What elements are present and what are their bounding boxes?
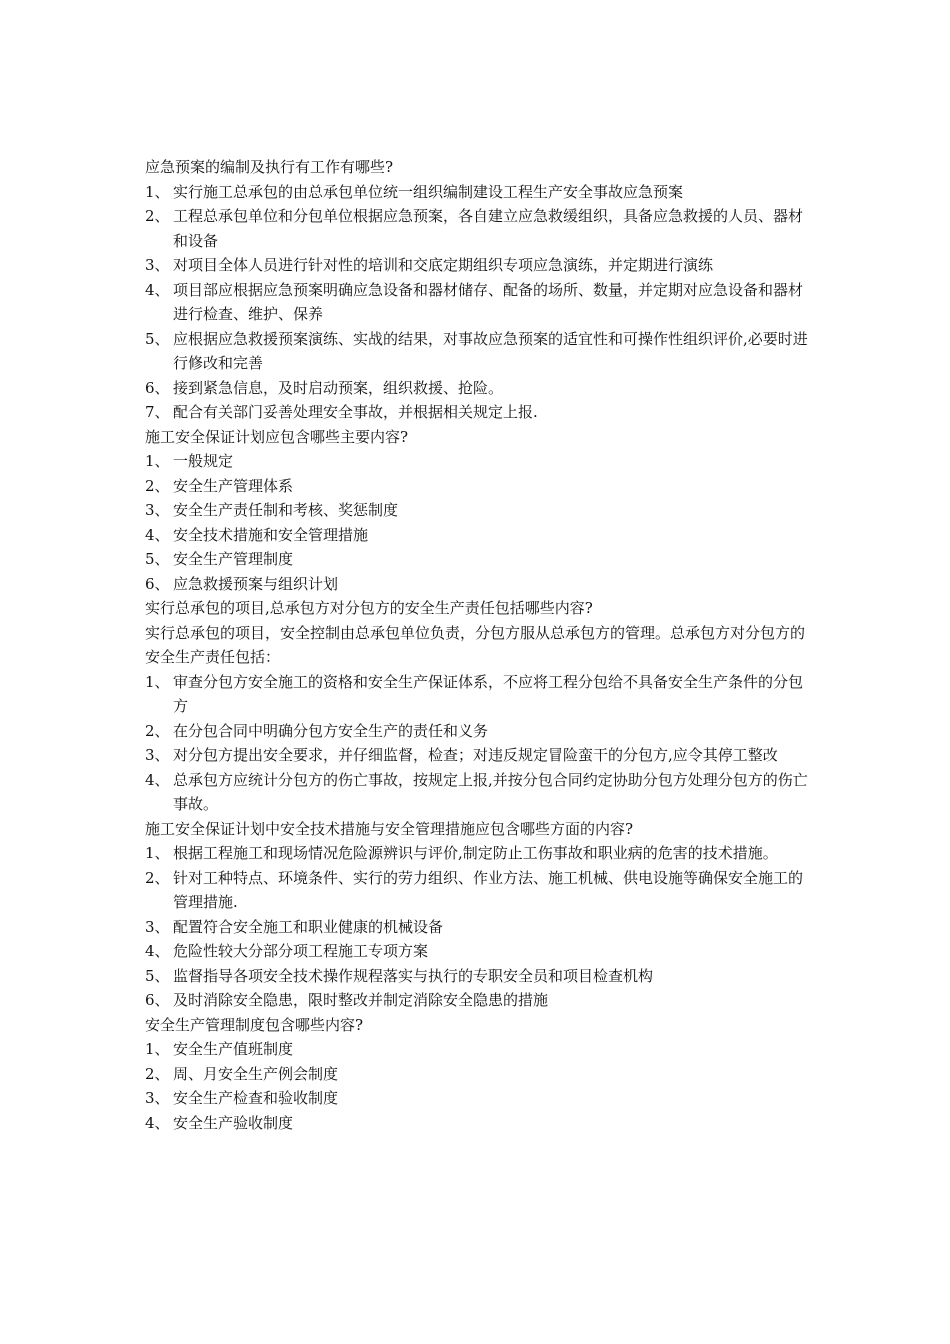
- list-item: [145, 449, 815, 474]
- list-item-number: 2、: [145, 476, 170, 495]
- list-item-number: 6、: [145, 991, 170, 1009]
- list-item-text: 监督指导各项安全技术操作规程落实与执行的专职安全员和项目检查机构: [173, 966, 654, 985]
- section-question: 应急预案的编制及执行有工作有哪些?: [145, 158, 394, 176]
- list-item: [145, 547, 815, 572]
- list-item: [145, 743, 815, 768]
- list-item: [145, 1062, 815, 1087]
- list-item-text: 根据工程施工和现场情况危险源辨识与评价,制定防止工伤事故和职业病的危害的技术措施。: [173, 844, 778, 862]
- list-item: [145, 988, 815, 1013]
- list-item-text: 实行施工总承包的由总承包单位统一组织编制建设工程生产安全事故应急预案: [173, 182, 684, 201]
- list-item-text: 安全生产验收制度: [173, 1113, 294, 1132]
- list-item-text: 总承包方应统计分包方的伤亡事故，按规定上报,并按分包合同约定协助分包方处理分包方的伤亡事故。: [173, 770, 808, 813]
- qa-section: [145, 817, 815, 1013]
- list-item-text: 及时消除安全隐患，限时整改并制定消除安全隐患的措施: [173, 991, 549, 1009]
- list-item-text: 在分包合同中明确分包方安全生产的责任和义务: [173, 721, 489, 740]
- list-item: [145, 523, 815, 548]
- list-item: [145, 841, 815, 866]
- list-item-text: 接到紧急信息，及时启动预案，组织救援、抢险。: [173, 378, 504, 397]
- list-item-number: 1、: [145, 844, 170, 862]
- list-item-number: 5、: [145, 329, 170, 348]
- list-item: [145, 474, 815, 499]
- list-item: [145, 1037, 815, 1062]
- list-item-number: 2、: [145, 1064, 170, 1083]
- list-item-text: 安全生产管理体系: [173, 476, 294, 495]
- section-question: 施工安全保证计划应包含哪些主要内容?: [145, 427, 409, 446]
- list-item-number: 4、: [145, 770, 170, 789]
- list-item-number: 4、: [145, 1113, 170, 1132]
- list-item-number: 2、: [145, 868, 170, 887]
- list-item-number: 4、: [145, 942, 170, 960]
- section-question: 安全生产管理制度包含哪些内容?: [145, 1015, 364, 1034]
- section-question: 施工安全保证计划中安全技术措施与安全管理措施应包含哪些方面的内容?: [145, 819, 634, 838]
- list-item-number: 6、: [145, 378, 170, 397]
- list-item: [145, 719, 815, 744]
- list-item: [145, 866, 815, 915]
- list-item: [145, 498, 815, 523]
- list-item-text: 一般规定: [173, 452, 234, 470]
- qa-section: [145, 155, 815, 425]
- list-item-text: 安全生产检查和验收制度: [173, 1089, 339, 1107]
- list-item-text: 安全生产管理制度: [173, 550, 294, 568]
- list-item-text: 危险性较大分部分项工程施工专项方案: [173, 942, 429, 960]
- section-question: 实行总承包的项目,总承包方对分包方的安全生产责任包括哪些内容?: [145, 599, 593, 617]
- list-item: [145, 1111, 815, 1136]
- list-item-text: 配合有关部门妥善处理安全事故，并根据相关规定上报.: [173, 403, 538, 421]
- list-item-number: 7、: [145, 403, 170, 421]
- list-item-number: 4、: [145, 525, 170, 544]
- answer-list: [145, 1037, 815, 1135]
- answer-list: [145, 670, 815, 817]
- list-item: [145, 253, 815, 278]
- list-item: [145, 1086, 815, 1111]
- section-intro: 实行总承包的项目，安全控制由总承包单位负责，分包方服从总承包方的管理。总承包方对分包方的安全生产责任包括：: [145, 623, 806, 666]
- list-item-number: 1、: [145, 1040, 170, 1058]
- list-item-text: 安全生产值班制度: [173, 1040, 294, 1058]
- list-item-number: 1、: [145, 672, 170, 691]
- list-item: [145, 278, 815, 327]
- answer-list: [145, 449, 815, 596]
- list-item-text: 安全生产责任制和考核、奖惩制度: [173, 501, 399, 519]
- qa-section: [145, 1013, 815, 1136]
- list-item: [145, 180, 815, 205]
- list-item: [145, 400, 815, 425]
- list-item-text: 项目部应根据应急预案明确应急设备和器材储存、配备的场所、数量，并定期对应急设备和器材进行检查、维护、保养: [173, 280, 804, 323]
- list-item-number: 3、: [145, 917, 170, 936]
- list-item-number: 6、: [145, 574, 170, 593]
- list-item: [145, 670, 815, 719]
- list-item: [145, 204, 815, 253]
- list-item-text: 对项目全体人员进行针对性的培训和交底定期组织专项应急演练，并定期进行演练: [173, 256, 714, 274]
- list-item: [145, 327, 815, 376]
- list-item-number: 3、: [145, 746, 170, 764]
- list-item: [145, 915, 815, 940]
- list-item: [145, 376, 815, 401]
- list-item-number: 4、: [145, 280, 170, 299]
- list-item-text: 针对工种特点、环境条件、实行的劳力组织、作业方法、施工机械、供电设施等确保安全施工的管理措施.: [173, 868, 804, 911]
- list-item-text: 应根据应急救援预案演练、实战的结果，对事故应急预案的适宜性和可操作性组织评价,必要时进行修改和完善: [173, 329, 808, 372]
- list-item-text: 对分包方提出安全要求，并仔细监督，检查；对违反规定冒险蛮干的分包方,应令其停工整改: [173, 746, 778, 764]
- list-item: [145, 939, 815, 964]
- list-item-number: 5、: [145, 550, 170, 568]
- list-item-text: 周、月安全生产例会制度: [173, 1064, 339, 1083]
- list-item-text: 审查分包方安全施工的资格和安全生产保证体系，不应将工程分包给不具备安全生产条件的分包方: [173, 672, 804, 715]
- list-item-text: 工程总承包单位和分包单位根据应急预案，各自建立应急救缓组织，具备应急救援的人员、器材和设备: [173, 207, 804, 250]
- list-item-text: 应急救援预案与组织计划: [173, 574, 339, 593]
- list-item-number: 3、: [145, 256, 170, 274]
- list-item-text: 安全技术措施和安全管理措施: [173, 525, 369, 544]
- list-item: [145, 964, 815, 989]
- document-page: [145, 155, 815, 1135]
- list-item: [145, 768, 815, 817]
- list-item: [145, 572, 815, 597]
- list-item-number: 2、: [145, 721, 170, 740]
- list-item-number: 1、: [145, 182, 170, 201]
- qa-section: [145, 596, 815, 817]
- list-item-number: 2、: [145, 207, 170, 225]
- list-item-number: 1、: [145, 452, 170, 470]
- answer-list: [145, 180, 815, 425]
- list-item-text: 配置符合安全施工和职业健康的机械设备: [173, 917, 444, 936]
- list-item-number: 3、: [145, 501, 170, 519]
- qa-section: [145, 425, 815, 597]
- list-item-number: 5、: [145, 966, 170, 985]
- answer-list: [145, 841, 815, 1013]
- list-item-number: 3、: [145, 1089, 170, 1107]
